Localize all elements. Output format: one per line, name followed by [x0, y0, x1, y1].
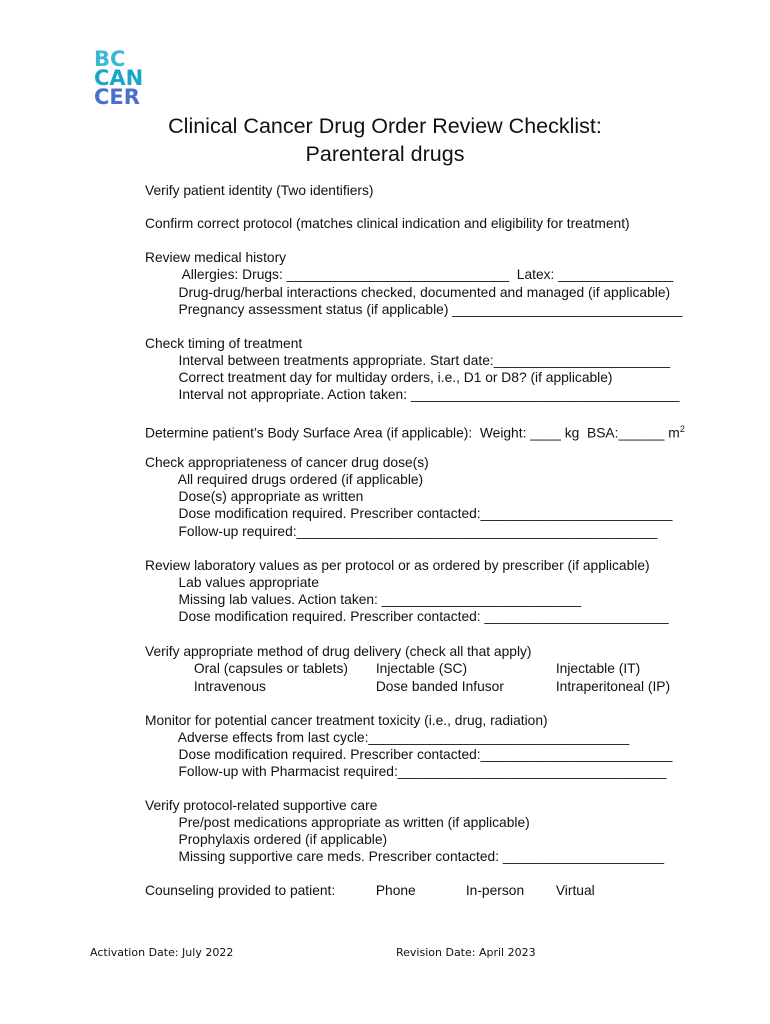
checklist-item-timing: [112, 335, 302, 352]
sub-item-drugs-ordered: [157, 471, 423, 488]
option-text: Injectable (SC): [372, 661, 468, 676]
item-text: Drug-drug/herbal interactions checked, documented and managed (if applicable): [178, 285, 671, 300]
checklist-item-identity: [112, 182, 374, 199]
option-text: Dose banded Infusor: [372, 679, 504, 694]
option-infusor[interactable]: [362, 678, 504, 695]
checklist-item-history: [112, 249, 286, 266]
title-line-1: Clinical Cancer Drug Order Review Checklist:: [168, 114, 602, 138]
item-text: Adverse effects from last cycle:__________________________________: [177, 730, 630, 745]
item-text: Pregnancy assessment status (if applicable) ______________________________: [178, 302, 683, 317]
item-text: All required drugs ordered (if applicable): [177, 472, 424, 487]
sub-item-dose-mod: [157, 505, 672, 522]
bc-cancer-logo: [94, 47, 144, 109]
sub-item-interactions: [157, 284, 670, 301]
sub-item-adverse: [157, 729, 629, 746]
checklist-item-bsa: [112, 421, 685, 442]
activation-date: Activation Date: July 2022: [90, 946, 234, 959]
item-text: Allergies: Drugs: _____________________________ Latex: _______________: [178, 267, 674, 282]
item-text: Verify appropriate method of drug delivery (check all that apply): [145, 644, 532, 659]
logo-line: BC: [94, 47, 126, 71]
checklist-item-toxicity: [112, 712, 548, 729]
item-text: Prophylaxis ordered (if applicable): [178, 832, 388, 847]
item-text: Dose modification required. Prescriber contacted: ________________________: [178, 609, 669, 624]
item-text: Confirm correct protocol (matches clinical indication and eligibility for treatment): [145, 216, 630, 231]
item-text: Correct treatment day for multiday orders, i.e., D1 or D8? (if applicable): [178, 370, 613, 385]
item-text: Check appropriateness of cancer drug dose(s): [145, 455, 429, 470]
sub-item-lab-mod: [157, 608, 669, 625]
sub-item-lab-missing: [157, 591, 581, 608]
sub-item-interval: [157, 352, 670, 369]
option-text: Intravenous: [190, 679, 266, 694]
item-text: Verify patient identity (Two identifiers): [145, 183, 374, 198]
option-in-person[interactable]: [452, 882, 524, 899]
item-text: Verify protocol-related supportive care: [145, 798, 378, 813]
sub-item-supportive-missing: [157, 848, 664, 865]
sub-item-prophylaxis: [157, 831, 387, 848]
sub-item-dose-written: [157, 488, 363, 505]
option-intraperitoneal[interactable]: [542, 678, 670, 695]
sub-item-lab-ok: [157, 574, 319, 591]
sub-item-prepost: [157, 814, 530, 831]
option-text: Phone: [372, 883, 416, 898]
checklist-item-supportive: [112, 797, 377, 814]
sub-item-tox-follow: [157, 763, 666, 780]
item-text: Determine patient’s Body Surface Area (if applicable): Weight: ____ kg BSA:______ m: [145, 425, 680, 441]
option-injectable-sc[interactable]: [362, 660, 467, 677]
option-text: Intraperitoneal (IP): [552, 679, 671, 694]
option-phone[interactable]: [362, 882, 416, 899]
item-text: Dose modification required. Prescriber contacted:_________________________: [178, 506, 673, 521]
item-text: Follow-up required:_______________________________________________: [178, 524, 658, 539]
logo-line: CER: [94, 85, 140, 109]
checklist-item-counseling: [112, 882, 335, 899]
item-text: Missing supportive care meds. Prescriber contacted: _____________________: [178, 849, 664, 864]
sub-item-pregnancy: [157, 301, 682, 318]
checklist-item-protocol: [112, 215, 630, 232]
item-text: Check timing of treatment: [145, 336, 303, 351]
item-text: Dose modification required. Prescriber contacted:_________________________: [178, 747, 673, 762]
title-line-2: Parenteral drugs: [305, 142, 465, 166]
checklist-item-delivery: [112, 643, 532, 660]
item-text: Interval not appropriate. Action taken: ___________________________________: [178, 387, 680, 402]
logo-line: CAN: [94, 66, 144, 90]
option-virtual[interactable]: [542, 882, 595, 899]
checklist-item-lab: [112, 557, 650, 574]
checklist-item-dose: [112, 454, 429, 471]
option-text: Oral (capsules or tablets): [190, 661, 348, 676]
option-text: Virtual: [552, 883, 595, 898]
item-text: Pre/post medications appropriate as written (if applicable): [178, 815, 530, 830]
option-oral[interactable]: [180, 660, 348, 677]
item-text: Lab values appropriate: [178, 575, 319, 590]
option-text: In-person: [462, 883, 525, 898]
item-text: Monitor for potential cancer treatment toxicity (i.e., drug, radiation): [145, 713, 548, 728]
sub-item-follow-up: [157, 523, 657, 540]
item-text: Follow-up with Pharmacist required:___________________________________: [178, 764, 667, 779]
item-text: Review medical history: [145, 250, 287, 265]
item-text: Dose(s) appropriate as written: [178, 489, 364, 504]
option-intravenous[interactable]: [180, 678, 266, 695]
sub-item-tox-mod: [157, 746, 672, 763]
sub-item-allergies: [157, 266, 673, 283]
item-text: Counseling provided to patient:: [145, 883, 336, 898]
sub-item-not-appropriate: [157, 386, 679, 403]
item-text: Interval between treatments appropriate. Start date:_______________________: [178, 353, 671, 368]
revision-date: Revision Date: April 2023: [396, 946, 536, 959]
superscript: 2: [679, 424, 685, 434]
option-injectable-it[interactable]: [542, 660, 640, 677]
page-title: [0, 112, 770, 168]
item-text: Review laboratory values as per protocol or as ordered by prescriber (if applicable): [145, 558, 650, 573]
item-text: Missing lab values. Action taken: __________________________: [178, 592, 582, 607]
option-text: Injectable (IT): [552, 661, 641, 676]
sub-item-day: [157, 369, 613, 386]
